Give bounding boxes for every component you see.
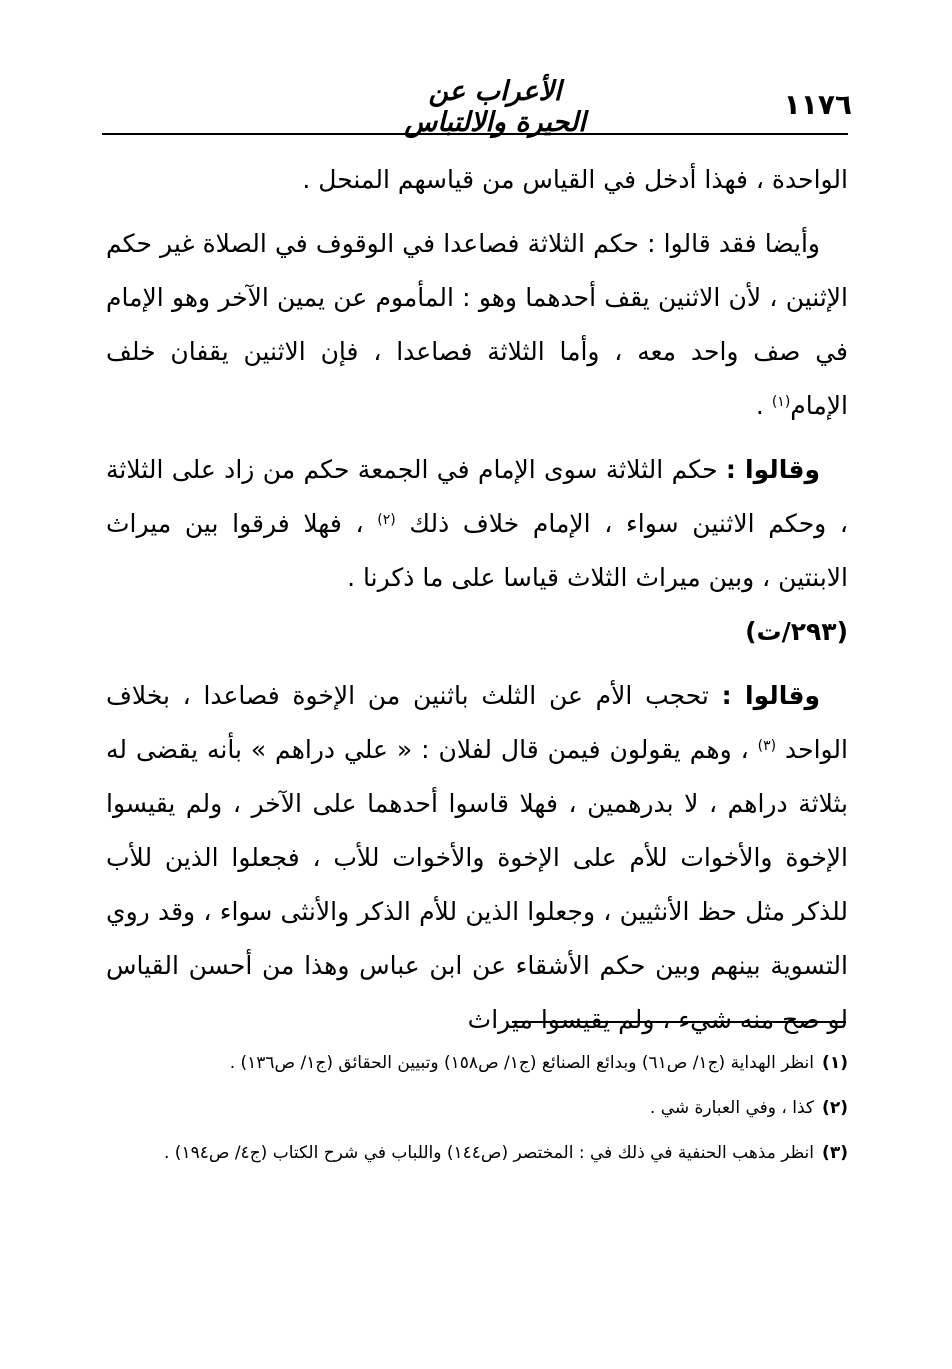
page-number: ١١٧٦ [783,88,852,121]
paragraph-3-text-a: حكم الثلاثة سوى الإمام في الجمعة حكم من زاد على الثلاثة ، وحكم الاثنين سواء ، الإمام خلاف ذلك [106,455,848,538]
paragraph-2 [106,217,848,433]
footnote-separator [512,1021,846,1023]
footnote-text: كذا ، وفي العبارة شي . [649,1098,814,1118]
footnote-number: (٢) [822,1098,848,1118]
paragraph-3-lead: وقالوا : [725,455,820,484]
footnote-ref-2: (٢) [377,512,396,528]
footnote-text: انظر مذهب الحنفية في ذلك في : المختصر (ص١٤٤) واللباب في شرح الكتاب (ج٤/ ص١٩٤) . [164,1143,814,1163]
paragraph-4-text-a: تحجب الأم عن الثلث باثنين من الإخوة فصاعدا ، بخلاف الواحد [106,681,848,764]
folio-marker: (٢٩٣/ت) [745,617,848,646]
footnote-number: (١) [822,1053,848,1073]
footnote-text: انظر الهداية (ج١/ ص٦١) وبدائع الصنائع (ج١/ ص١٥٨) وتبيين الحقائق (ج١/ ص١٣٦) . [229,1053,814,1073]
footnotes [106,1048,848,1183]
header-rule [102,133,848,135]
running-title: الأعراب عن الحيرة والالتباس [404,76,586,138]
paragraph-4-text-b: ، وهم يقولون فيمن قال لفلان : « علي دراهم » بأنه يقضى له بثلاثة دراهم ، لا بدرهمين ، فهلا قاسوا أحدهما على الآخر ، ولم يقيسوا الإخوة والأخوات للأم على الإخوة والأخوات للأب ، فجعلوا الذين للأب للذكر مثل حظ الأنثيين ، وجعلوا الذين للأم الذكر والأنثى سواء ، وقد روي التسوية بينهم وبين حكم الأشقاء عن ابن عباس وهذا من أحسن القياس لو صح منه شيء ، ولم يقيسوا ميراث [106,735,848,1034]
paragraph-2-end: . [755,391,772,420]
footnote-1 [106,1048,848,1079]
paragraph-4-lead: وقالوا : [721,681,820,710]
paragraph-3 [106,443,848,659]
footnote-ref-3: (٣) [757,738,777,754]
paragraph-3-text-b: ، فهلا فرقوا بين ميراث الابنتين ، وبين ميراث الثلاث قياسا على ما ذكرنا . [106,509,848,592]
footnote-2 [106,1093,848,1124]
footnote-ref-1: (١) [771,394,791,410]
footnote-number: (٣) [822,1143,848,1163]
footnote-3 [106,1138,848,1169]
paragraph-4 [106,669,848,1047]
paragraph-2-text: وأيضا فقد قالوا : حكم الثلاثة فصاعدا في الوقوف في الصلاة غير حكم الإثنين ، لأن الاثنين يقف أحدهما وهو : المأموم عن يمين الآخر وهو الإمام في صف واحد معه ، وأما الثلاثة فصاعدا ، فإن الاثنين يقفان خلف الإمام [106,229,848,420]
body-text [106,153,848,1047]
paragraph-1: الواحدة ، فهذا أدخل في القياس من قياسهم المنحل . [302,165,848,194]
